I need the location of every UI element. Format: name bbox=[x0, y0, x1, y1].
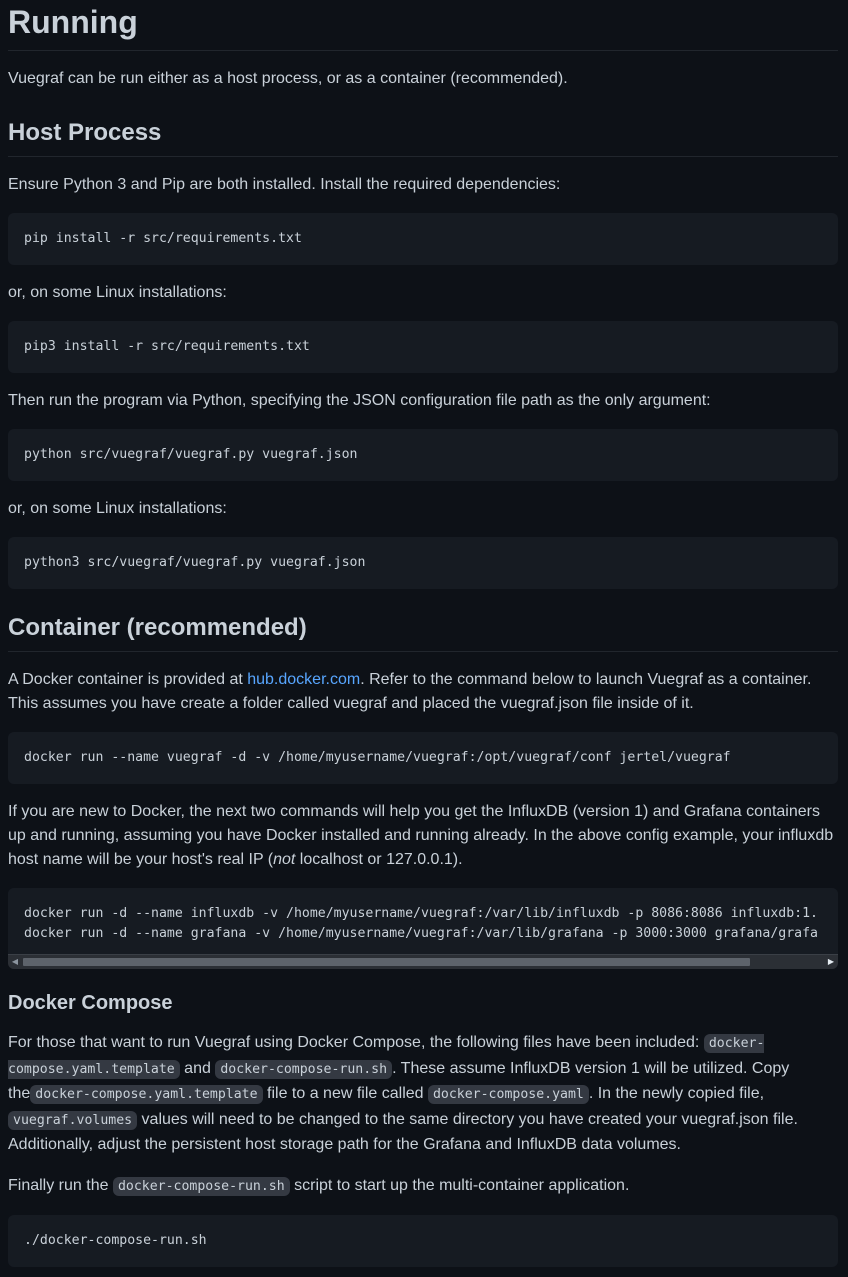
compose-template-file-code: docker-compose.yaml.template bbox=[8, 1036, 765, 1077]
compose-text-c: . These assume InfluxDB version 1 will be utilized. Copy the bbox=[8, 1059, 790, 1102]
docker-new-suffix: localhost or 127.0.0.1). bbox=[295, 851, 463, 868]
container-intro-prefix: A Docker container is provided at bbox=[8, 671, 248, 688]
python3-run-code[interactable]: python3 src/vuegraf/vuegraf.py vuegraf.json bbox=[8, 537, 838, 589]
compose-yaml-file-code: docker-compose.yaml bbox=[428, 1085, 589, 1104]
linux-alt-text-2: or, on some Linux installations: bbox=[8, 500, 227, 517]
compose-text-f: values will need to be changed to the same directory you have created your vuegraf.json file. Additionally, adjust the persistent host storage path for the Grafana and InfluxDB data volumes. bbox=[8, 1110, 798, 1153]
host-process-heading: Host Process bbox=[8, 118, 838, 157]
docker-compose-heading: Docker Compose bbox=[8, 992, 173, 1014]
horizontal-scrollbar[interactable] bbox=[8, 954, 838, 969]
running-intro: Vuegraf can be run either as a host process, or as a container (recommended). bbox=[8, 70, 568, 87]
compose-run-code[interactable]: ./docker-compose-run.sh bbox=[8, 1215, 838, 1267]
pip3-install-code[interactable]: pip3 install -r src/requirements.txt bbox=[8, 321, 838, 373]
scroll-right-arrow-icon[interactable]: ▶ bbox=[827, 957, 835, 966]
compose-template-file-code-2: docker-compose.yaml.template bbox=[30, 1085, 262, 1104]
compose-run-script-code: docker-compose-run.sh bbox=[215, 1060, 392, 1079]
scrollbar-thumb[interactable] bbox=[23, 958, 750, 966]
compose-paragraph-2 bbox=[8, 1174, 838, 1199]
compose-run-text-a: Finally run the bbox=[8, 1176, 113, 1194]
docker-new-text bbox=[8, 800, 838, 872]
compose-paragraph-1 bbox=[8, 1031, 838, 1158]
docker-new-prefix: If you are new to Docker, the next two commands will help you get the InfluxDB (version 1) and Grafana containers up and running, assuming you have Docker installed and running already. In the above config example, your influxdb host name will be your host's real IP ( bbox=[8, 803, 834, 868]
docker-run-vuegraf-code[interactable]: docker run --name vuegraf -d -v /home/myusername/vuegraf:/opt/vuegraf/conf jertel/vuegraf bbox=[8, 732, 838, 784]
influxdb-run-line: docker run -d --name influxdb -v /home/myusername/vuegraf:/var/lib/influxdb -p 8086:8086 influxdb:1. bbox=[24, 906, 818, 921]
compose-text-a: For those that want to run Vuegraf using Docker Compose, the following files have been included: bbox=[8, 1034, 704, 1051]
influx-grafana-code[interactable] bbox=[8, 888, 838, 954]
compose-run-script-code-2: docker-compose-run.sh bbox=[113, 1177, 290, 1196]
python-run-code[interactable]: python src/vuegraf/vuegraf.py vuegraf.json bbox=[8, 429, 838, 481]
linux-alt-text-1: or, on some Linux installations: bbox=[8, 284, 227, 301]
compose-text-b: and bbox=[179, 1059, 216, 1077]
host-process-intro: Ensure Python 3 and Pip are both installed. Install the required dependencies: bbox=[8, 176, 561, 193]
pip-install-code[interactable]: pip install -r src/requirements.txt bbox=[8, 213, 838, 265]
compose-text-d: file to a new file called bbox=[262, 1085, 428, 1102]
container-heading: Container (recommended) bbox=[8, 613, 838, 652]
grafana-run-line: docker run -d --name grafana -v /home/myusername/vuegraf:/var/lib/grafana -p 3000:3000 grafana/grafa bbox=[24, 926, 818, 941]
run-program-text: Then run the program via Python, specifying the JSON configuration file path as the only argument: bbox=[8, 392, 711, 409]
compose-run-text-b: script to start up the multi-container application. bbox=[289, 1176, 630, 1194]
influx-grafana-code-container bbox=[8, 888, 838, 969]
container-intro bbox=[8, 668, 838, 716]
running-heading: Running bbox=[8, 0, 838, 51]
docker-hub-link[interactable]: hub.docker.com bbox=[247, 671, 361, 688]
container-intro-suffix: . Refer to the command below to launch Vuegraf as a container. This assumes you have create a folder called vuegraf and placed the vuegraf.json file inside of it. bbox=[8, 671, 812, 712]
vuegraf-volumes-code: vuegraf.volumes bbox=[8, 1111, 137, 1130]
scroll-left-arrow-icon[interactable]: ◀ bbox=[11, 957, 19, 966]
compose-text-e: . In the newly copied file, bbox=[588, 1085, 765, 1102]
docker-new-emphasis: not bbox=[273, 851, 296, 868]
